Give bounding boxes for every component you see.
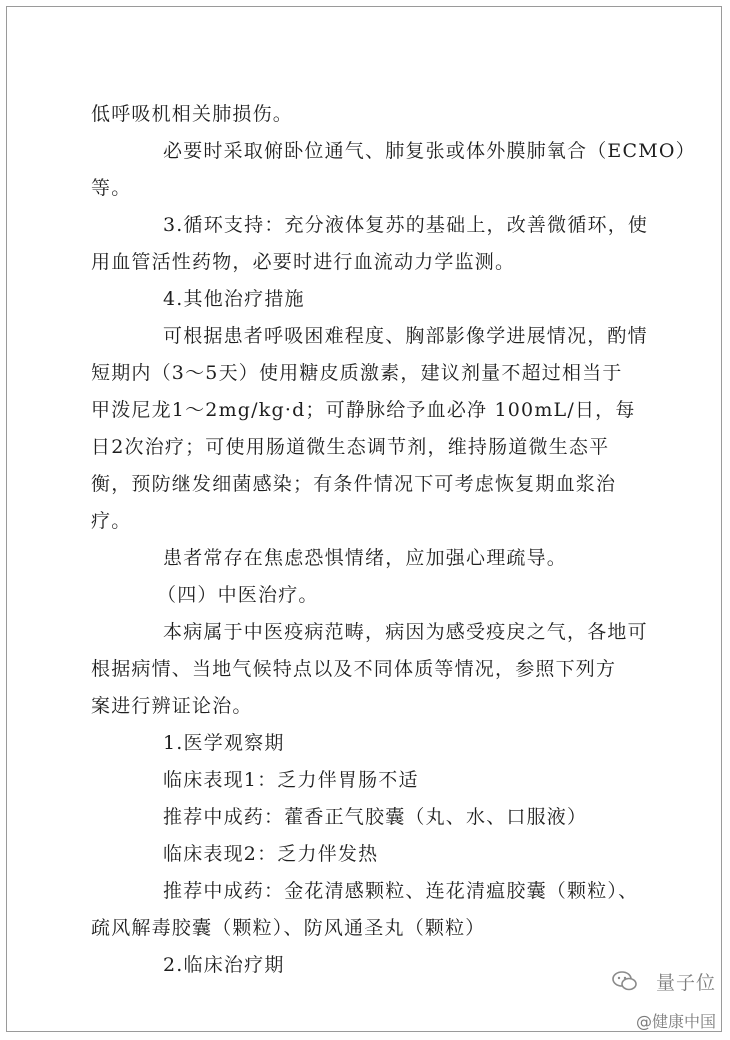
text-line: 根据病情、当地气候特点以及不同体质等情况，参照下列方	[91, 658, 617, 680]
text-line: 案进行辨证论治。	[91, 695, 253, 717]
text-line: 本病属于中医疫病范畴，病因为感受疫戾之气，各地可	[163, 621, 648, 643]
text-line: 甲泼尼龙1～2mg/kg·d；可静脉给予血必净 100mL/日，每	[91, 399, 636, 421]
text-line: 衡，预防继发细菌感染；有条件情况下可考虑恢复期血浆治	[91, 473, 617, 495]
text-line: 等。	[91, 177, 132, 199]
text-line: 临床表现1：乏力伴胃肠不适	[163, 769, 419, 791]
text-line: 可根据患者呼吸困难程度、胸部影像学进展情况，酌情	[163, 325, 648, 347]
text-line: 必要时采取俯卧位通气、肺复张或体外膜肺氧合（ECMO）	[163, 140, 696, 162]
text-line: 疏风解毒胶囊（颗粒）、防风通圣丸（颗粒）	[91, 917, 486, 939]
wechat-bubble-icon	[612, 970, 638, 992]
text-line: 推荐中成药：藿香正气胶囊（丸、水、口服液）	[163, 806, 588, 828]
document-page	[6, 6, 722, 1032]
text-line: 3.循环支持：充分液体复苏的基础上，改善微循环，使	[163, 214, 649, 236]
text-line: 1.医学观察期	[163, 732, 285, 754]
text-line: 短期内（3～5天）使用糖皮质激素，建议剂量不超过相当于	[91, 362, 623, 384]
text-line: 临床表现2：乏力伴发热	[163, 843, 379, 865]
text-line: 疗。	[91, 510, 132, 532]
text-line: 日2次治疗；可使用肠道微生态调节剂，维持肠道微生态平	[91, 436, 610, 458]
text-line: 4.其他治疗措施	[163, 288, 305, 310]
watermark	[606, 968, 716, 1032]
section-heading: （四）中医治疗。	[157, 584, 319, 606]
watermark-logo-text: 量子位	[655, 972, 716, 994]
watermark-sub-text: @健康中国	[635, 1012, 716, 1031]
text-line: 患者常存在焦虑恐惧情绪，应加强心理疏导。	[163, 547, 568, 569]
text-line: 低呼吸机相关肺损伤。	[91, 103, 294, 125]
text-line: 用血管活性药物，必要时进行血流动力学监测。	[91, 251, 516, 273]
text-line: 2.临床治疗期	[163, 954, 285, 976]
text-line: 推荐中成药：金花清感颗粒、连花清瘟胶囊（颗粒）、	[163, 880, 639, 902]
